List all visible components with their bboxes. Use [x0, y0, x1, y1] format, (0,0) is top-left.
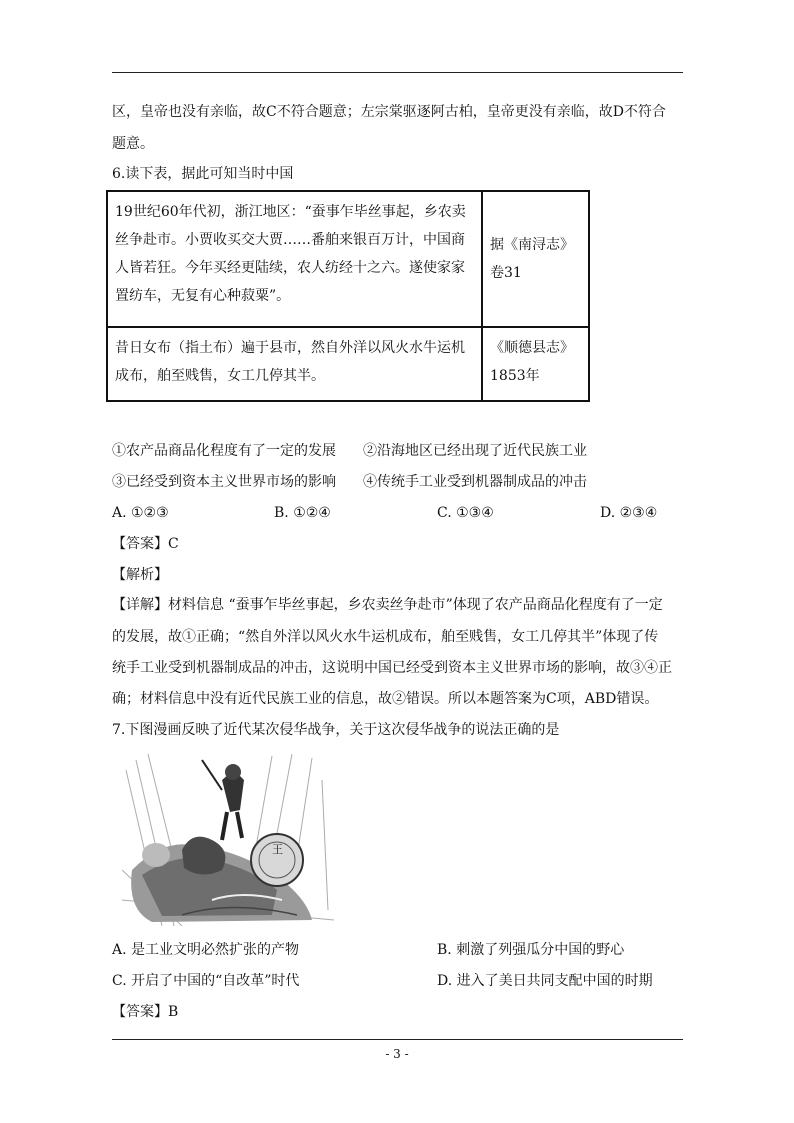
- detail-line-2: 的发展，故①正确；“然自外洋以风火水牛运机成布，舶至贱售，女工几停其半”体现了传: [112, 629, 659, 645]
- detail-line-1: 【详解】材料信息 “蚕事乍毕丝事起，乡农卖丝争赴市”体现了农产品商品化程度有了一定: [112, 597, 663, 613]
- table-cell-text: 昔日女布（指土布）遍于县市，然自外洋以风火水牛运机成布，舶至贱售，女工几停其半。: [107, 327, 482, 401]
- page-number: - 3 -: [385, 1047, 409, 1061]
- source-table: [106, 190, 590, 402]
- header-rule: [112, 72, 683, 73]
- statement-3: ③已经受到资本主义世界市场的影响: [112, 474, 336, 490]
- table-cell-text: 19世纪60年代初，浙江地区：“蚕事乍毕丝事起，乡农卖丝争赴市。小贾收买交大贾……番舶来银百万计，中国商人皆若狂。今年买经更陆续，农人纺经十之六。遂使家家置纺车，无复有心种菽粟”。: [107, 191, 482, 327]
- table-cell-source: 《顺德县志》1853年: [482, 327, 589, 401]
- q7-answer-label: 【答案】B: [112, 1004, 179, 1020]
- answer-label: 【答案】C: [112, 536, 179, 552]
- war-cartoon-image: [122, 750, 334, 926]
- prev-answer-line-2: 题意。: [112, 136, 154, 152]
- source-citation: 据《南浔志》卷31: [490, 237, 574, 281]
- footer-rule: [112, 1039, 683, 1040]
- option-a: A. ①②③: [112, 505, 169, 521]
- option-d: D. ②③④: [600, 505, 658, 521]
- q7-option-c: C. 开启了中国的“自改革”时代: [112, 973, 300, 989]
- table-cell-source: [482, 191, 589, 327]
- statement-1: ①农产品商品化程度有了一定的发展: [112, 443, 336, 459]
- q7-option-b: B. 刺激了列强瓜分中国的野心: [437, 942, 625, 958]
- statement-4: ④传统手工业受到机器制成品的冲击: [363, 474, 587, 490]
- analysis-label: 【解析】: [112, 567, 168, 583]
- shield-char: 王: [272, 843, 283, 856]
- q7-option-a: A. 是工业文明必然扩张的产物: [112, 942, 300, 958]
- question-6-stem: 6.读下表，据此可知当时中国: [112, 166, 294, 182]
- option-c: C. ①③④: [437, 505, 494, 521]
- option-b: B. ①②④: [274, 505, 331, 521]
- question-7-stem: 7.下图漫画反映了近代某次侵华战争，关于这次侵华战争的说法正确的是: [112, 722, 560, 738]
- q7-option-d: D. 进入了美日共同支配中国的时期: [437, 973, 653, 989]
- detail-line-4: 确；材料信息中没有近代民族工业的信息，故②错误。所以本题答案为C项，ABD错误。: [112, 691, 659, 707]
- statement-2: ②沿海地区已经出现了近代民族工业: [363, 443, 587, 459]
- detail-line-3: 统手工业受到机器制成品的冲击，这说明中国已经受到资本主义世界市场的影响，故③④正: [112, 660, 672, 676]
- prev-answer-line-1: 区，皇帝也没有亲临，故C不符合题意；左宗棠驱逐阿古柏，皇帝更没有亲临，故D不符合: [112, 104, 666, 120]
- table-row: [107, 327, 589, 401]
- table-row: [107, 191, 589, 327]
